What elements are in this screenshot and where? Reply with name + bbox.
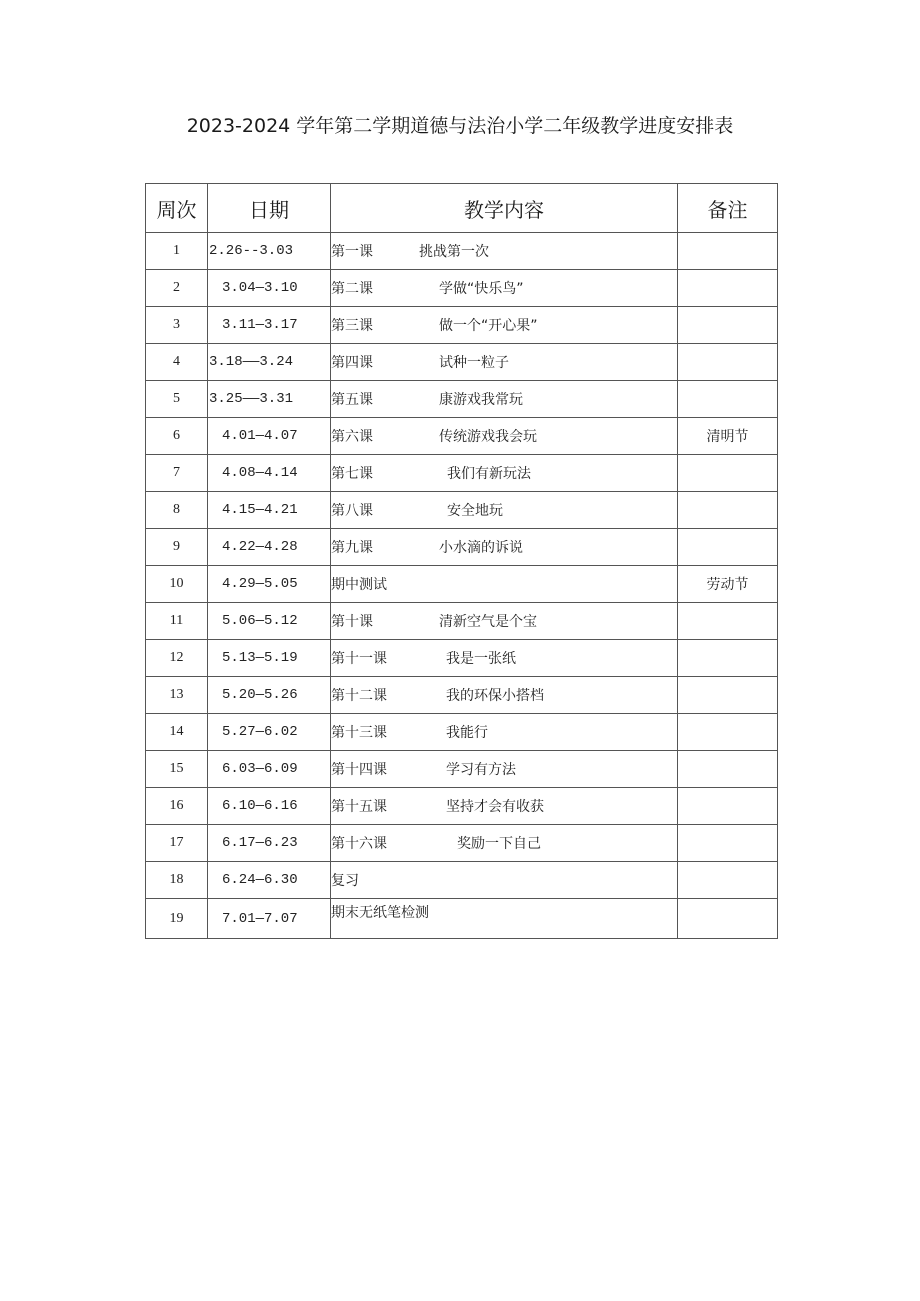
week-cell: 1 [146,233,208,270]
week-cell: 19 [146,899,208,939]
header-date: 日期 [208,184,331,233]
table-row [146,381,778,418]
date-cell: 5.06—5.12 [208,603,331,640]
lesson-label: 第十课 [331,614,373,630]
remark-cell [678,529,778,566]
remark-cell [678,307,778,344]
week-cell: 16 [146,788,208,825]
lesson-label: 期中测试 [331,577,387,593]
content-cell [331,825,678,862]
content-cell [331,455,678,492]
week-cell: 8 [146,492,208,529]
content-cell [331,677,678,714]
lesson-topic: 我的环保小搭档 [446,688,544,704]
remark-cell [678,788,778,825]
content-cell [331,529,678,566]
content-cell [331,899,678,939]
content-cell [331,862,678,899]
table-row [146,566,778,603]
lesson-label: 第十一课 [331,651,387,667]
table-row [146,788,778,825]
date-cell: 3.11—3.17 [208,307,331,344]
content-cell [331,566,678,603]
lesson-label: 第三课 [331,318,373,334]
remark-cell: 劳动节 [678,566,778,603]
lesson-topic: 传统游戏我会玩 [439,429,537,445]
header-week: 周次 [146,184,208,233]
page-title: 2023-2024 学年第二学期道德与法治小学二年级教学进度安排表 [186,115,734,137]
remark-cell [678,714,778,751]
date-cell: 6.24—6.30 [208,862,331,899]
week-cell: 10 [146,566,208,603]
schedule-table [145,183,778,939]
week-cell: 7 [146,455,208,492]
content-cell [331,418,678,455]
week-cell: 4 [146,344,208,381]
lesson-topic: 做一个“开心果” [439,318,538,334]
table-row [146,603,778,640]
lesson-label: 期末无纸笔检测 [331,905,429,921]
remark-cell [678,862,778,899]
table-row [146,751,778,788]
table-row [146,233,778,270]
table-row [146,418,778,455]
content-cell [331,788,678,825]
date-cell: 5.20—5.26 [208,677,331,714]
lesson-label: 第十二课 [331,688,387,704]
table-row [146,307,778,344]
table-row [146,270,778,307]
date-cell: 3.18——3.24 [208,344,331,381]
lesson-topic: 我能行 [446,725,488,741]
lesson-topic: 学做“快乐鸟” [439,281,524,297]
lesson-topic: 我是一张纸 [446,651,516,667]
lesson-topic: 我们有新玩法 [447,466,531,482]
remark-cell [678,270,778,307]
remark-cell [678,640,778,677]
date-cell: 2.26--3.03 [208,233,331,270]
date-cell: 4.29—5.05 [208,566,331,603]
week-cell: 13 [146,677,208,714]
week-cell: 11 [146,603,208,640]
remark-cell [678,677,778,714]
table-row [146,677,778,714]
date-cell: 6.10—6.16 [208,788,331,825]
lesson-label: 第十四课 [331,762,387,778]
date-cell: 3.04—3.10 [208,270,331,307]
lesson-label: 第九课 [331,540,373,556]
week-cell: 12 [146,640,208,677]
content-cell [331,233,678,270]
lesson-label: 第十五课 [331,799,387,815]
content-cell [331,492,678,529]
lesson-topic: 小水滴的诉说 [439,540,523,556]
week-cell: 18 [146,862,208,899]
table-row [146,529,778,566]
lesson-topic: 试种一粒子 [439,355,509,371]
table-row [146,455,778,492]
remark-cell [678,381,778,418]
lesson-label: 第六课 [331,429,373,445]
table-row [146,344,778,381]
lesson-topic: 奖励一下自己 [457,836,541,852]
content-cell [331,603,678,640]
remark-cell [678,492,778,529]
date-cell: 4.15—4.21 [208,492,331,529]
lesson-label: 第二课 [331,281,373,297]
header-remark: 备注 [678,184,778,233]
date-cell: 4.22—4.28 [208,529,331,566]
week-cell: 5 [146,381,208,418]
lesson-topic: 康游戏我常玩 [439,392,523,408]
content-cell [331,751,678,788]
table-row [146,492,778,529]
header-row [146,184,778,233]
header-content: 教学内容 [331,184,678,233]
table-row [146,862,778,899]
remark-cell [678,751,778,788]
remark-cell [678,899,778,939]
lesson-label: 复习 [331,873,359,889]
table-row [146,899,778,939]
table-row [146,640,778,677]
date-cell: 5.13—5.19 [208,640,331,677]
date-cell: 6.03—6.09 [208,751,331,788]
week-cell: 17 [146,825,208,862]
week-cell: 2 [146,270,208,307]
remark-cell: 清明节 [678,418,778,455]
remark-cell [678,455,778,492]
week-cell: 14 [146,714,208,751]
date-cell: 4.08—4.14 [208,455,331,492]
content-cell [331,307,678,344]
lesson-label: 第十六课 [331,836,387,852]
lesson-label: 第十三课 [331,725,387,741]
week-cell: 15 [146,751,208,788]
lesson-topic: 坚持才会有收获 [446,799,544,815]
content-cell [331,344,678,381]
remark-cell [678,825,778,862]
table-row [146,825,778,862]
lesson-label: 第八课 [331,503,373,519]
week-cell: 9 [146,529,208,566]
remark-cell [678,233,778,270]
date-cell: 3.25——3.31 [208,381,331,418]
content-cell [331,714,678,751]
remark-cell [678,603,778,640]
lesson-topic: 挑战第一次 [419,244,489,260]
date-cell: 4.01—4.07 [208,418,331,455]
table-row [146,714,778,751]
lesson-topic: 清新空气是个宝 [439,614,537,630]
date-cell: 7.01—7.07 [208,899,331,939]
lesson-topic: 安全地玩 [447,503,503,519]
lesson-label: 第一课 [331,244,373,260]
lesson-label: 第四课 [331,355,373,371]
date-cell: 6.17—6.23 [208,825,331,862]
content-cell [331,640,678,677]
lesson-label: 第七课 [331,466,373,482]
date-cell: 5.27—6.02 [208,714,331,751]
week-cell: 3 [146,307,208,344]
week-cell: 6 [146,418,208,455]
remark-cell [678,344,778,381]
content-cell [331,381,678,418]
lesson-label: 第五课 [331,392,373,408]
lesson-topic: 学习有方法 [446,762,516,778]
content-cell [331,270,678,307]
